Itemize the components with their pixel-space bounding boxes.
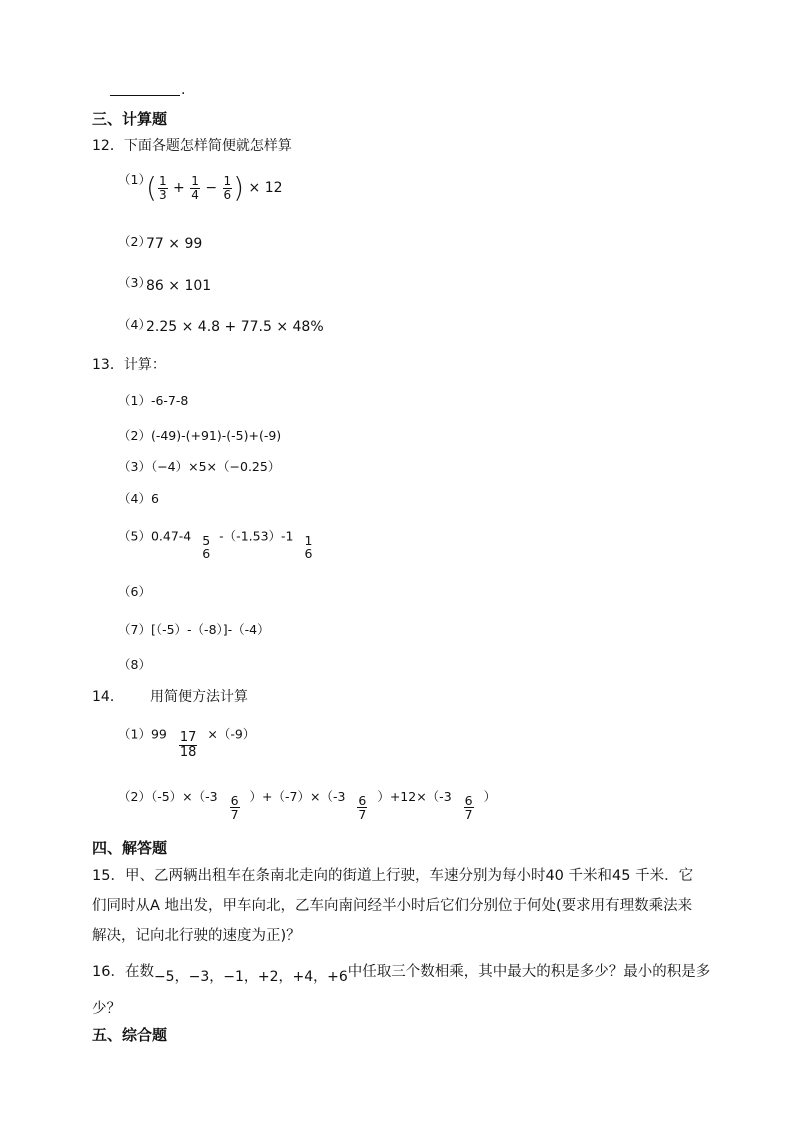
question-15-line-1: 15．甲、乙两辆出租车在条南北走向的街道上行驶，车速分别为每小时40 千米和45 千米．它 (92, 868, 694, 884)
q13-item-5: （5）0.47-4 5 6 -（-1.53）-1 1 6 (118, 528, 313, 562)
fraction-5-6: 5 6 (202, 533, 211, 562)
q12-item-1-expr (146, 171, 283, 204)
q12-item-3-label: （3） (118, 275, 151, 290)
fraction-6-7-a: $\frac{6}{7}$ (230, 793, 239, 823)
q13-item-2: （2）(-49)-(+91)-(-5)+(-9) (118, 428, 282, 443)
q12-item-2-expr: 77 × 99 (146, 236, 203, 252)
fraction-17-18: $\frac{17}{18}$ (179, 730, 197, 760)
q12-item-1-label: （1） (118, 172, 151, 187)
q13-item-7: （7）[（-5）-（-8）]-（-4） (118, 622, 270, 637)
q13-item-4: （4）6 (118, 491, 159, 506)
question-16-line-2: 少？ (92, 1001, 121, 1017)
fraction-1-6b: 1 6 (304, 533, 313, 562)
fraction-6-7-b: $\frac{6}{7}$ (358, 793, 367, 823)
question-14-number: 14． (92, 689, 124, 705)
fraction-6-7-c: $\frac{6}{7}$ (464, 793, 473, 823)
fraction-1-6: $\frac{1}{6}$ (223, 173, 232, 202)
q12-item-4-expr: 2.25 × 4.8 + 77.5 × 48% (146, 319, 324, 335)
fraction-1-4: $\frac{1}{4}$ (191, 173, 199, 202)
question-13-title: 13．计算： (92, 357, 166, 373)
q13-item-3: （3）（−4）×5×（−0.25） (118, 459, 281, 474)
question-12-title: 12．下面各题怎样简便就怎样算 (92, 138, 292, 154)
q14-item-1: （1）99 $\frac{17}{18}$ ×（-9） (118, 726, 256, 760)
close-paren: ) (233, 171, 245, 204)
period-mark: . (181, 82, 186, 98)
question-15-line-3: 解决，记向北行驶的速度为正)？ (92, 928, 301, 944)
answer-blank-line (110, 95, 180, 96)
q14-item-2: （2）（-5）×（-3 $\frac{6}{7}$ ）+（-7）×（-3 $\frac{6}{7}$ ）+12×（-3 $\frac{6}{7}$ ） (118, 789, 497, 823)
question-15-line-2: 们同时从A 地出发，甲车向北，乙车向南问经半小时后它们分别位于何处(要求用有理数乘法来 (92, 898, 693, 914)
question-14-title: 用简便方法计算 (150, 689, 248, 705)
plus-sign: + (173, 180, 185, 196)
minus-sign: − (205, 180, 218, 196)
q12-item-4-label: （4） (118, 317, 151, 332)
section-title-4: 四、解答题 (92, 839, 168, 857)
question-16-line-1: 16．在数−5，−3，−1，+2，+4，+6中任取三个数相乘，其中最大的积是多少？最小的积是多 (92, 964, 711, 985)
q13-item-8: （8） (118, 657, 151, 672)
q12-item-3-expr: 86 × 101 (146, 278, 212, 294)
number-set: −5，−3，−1，+2，+4，+6 (153, 969, 348, 985)
open-paren: ( (146, 171, 157, 204)
section-title-5: 五、综合题 (92, 1026, 168, 1044)
q13-item-1: （1）-6-7-8 (118, 393, 189, 408)
section-title-3: 三、计算题 (92, 110, 168, 128)
fraction-1-3: $\frac{1}{3}$ (158, 173, 167, 202)
times-12: × 12 (248, 180, 283, 196)
q13-item-6: （6） (118, 584, 151, 599)
q12-item-2-label: （2） (118, 234, 151, 249)
